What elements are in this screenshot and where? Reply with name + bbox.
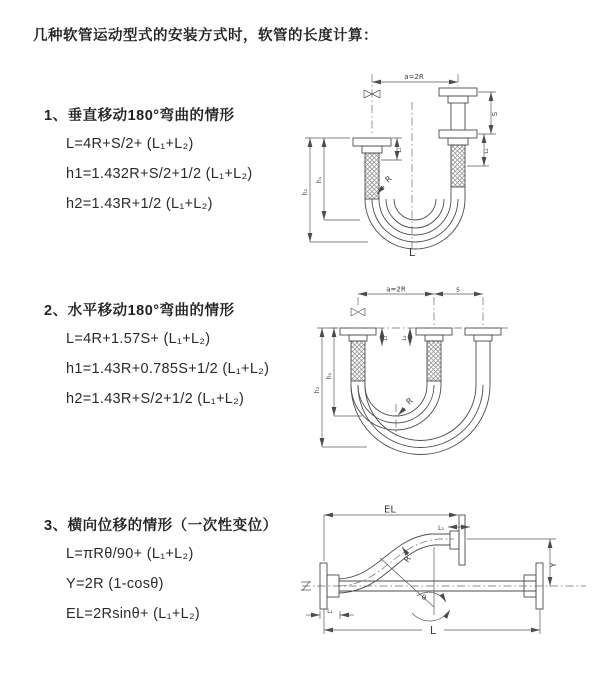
dim-label-y: Y: [549, 562, 558, 568]
left-flange: [340, 328, 376, 341]
dim-label-l2: L₂: [438, 525, 444, 532]
formula-line: L=πRθ/90+ (L₁+L₂): [66, 546, 194, 562]
braided-hose-section: [427, 341, 441, 381]
dim-label-s: S: [491, 111, 499, 117]
hose-wall: [451, 187, 465, 199]
middle-flange: [416, 328, 452, 341]
hose-wall: [351, 341, 490, 385]
dim-label-r: R: [404, 396, 415, 407]
section-2-heading: 2、水平移动180°弯曲的情形: [44, 303, 235, 319]
dim-label-l1: L₁: [397, 147, 403, 153]
formula-line: EL=2Rsinθ+ (L₁+L₂): [66, 606, 201, 622]
dim-label-r: R: [402, 554, 413, 565]
diagram-horizontal-180-bend: [312, 284, 590, 462]
braided-hose-section: [365, 153, 379, 199]
dim-label-s: s: [456, 285, 460, 294]
leader-arrow: [402, 547, 408, 555]
hose-u-bend-moved: [351, 385, 490, 455]
formula-line: L=4R+1.57S+ (L₁+L₂): [66, 331, 211, 347]
dim-label-el: EL: [384, 504, 396, 516]
braided-hose-section: [351, 341, 365, 381]
dim-label-l: L: [429, 624, 437, 637]
dim-label-r: R: [383, 174, 394, 185]
dim-label-l1: L₁: [383, 335, 389, 341]
dim-label-l1: L₁: [327, 608, 333, 615]
formula-line: h1=1.432R+S/2+1/2 (L₁+L₂): [66, 166, 253, 182]
section-3-heading: 3、横向位移的情形（一次性变位）: [44, 518, 278, 534]
dim-label-theta: θ: [421, 594, 427, 602]
upper-flange-moved: [450, 515, 465, 565]
hose-u-bend: [365, 199, 465, 249]
dim-label-l2: L₂: [484, 148, 490, 154]
left-flange: [353, 138, 391, 153]
dim-label-l2: L₂: [402, 335, 408, 341]
leader-arrow: [398, 408, 405, 415]
dim-label-h2: h₂: [302, 188, 309, 196]
formula-line: Y=2R (1-cosθ): [66, 576, 164, 592]
dim-label-a2r: a=2R: [404, 73, 424, 81]
right-flange-moved: [439, 88, 477, 130]
diagram-vertical-180-bend: [300, 70, 522, 258]
dim-label-l: L: [408, 246, 416, 258]
section-1-heading: 1、垂直移动180°弯曲的情形: [44, 108, 235, 124]
page-title: 几种软管运动型式的安装方式时，软管的长度计算：: [33, 28, 378, 44]
formula-line: h2=1.43R+1/2 (L₁+L₂): [66, 196, 213, 212]
formula-line: L=4R+S/2+ (L₁+L₂): [66, 136, 194, 152]
right-flange: [439, 130, 477, 145]
centerline: [358, 297, 483, 326]
dim-label-a2r: a=2R: [386, 285, 406, 294]
formula-line: h1=1.43R+0.785S+1/2 (L₁+L₂): [66, 361, 270, 377]
formula-line: h2=1.43R+S/2+1/2 (L₁+L₂): [66, 391, 245, 407]
dim-label-h2: h₂: [314, 386, 321, 394]
braided-hose-section: [451, 145, 465, 187]
angle-construction: [380, 547, 450, 621]
diagram-lateral-displacement: [298, 503, 590, 645]
hose-s-curve: [339, 534, 454, 593]
right-flange-moved: [465, 328, 501, 341]
dim-label-h1: h₁: [316, 176, 323, 184]
valve-icon: [351, 308, 365, 316]
dim-label-h1: h₁: [326, 372, 333, 380]
